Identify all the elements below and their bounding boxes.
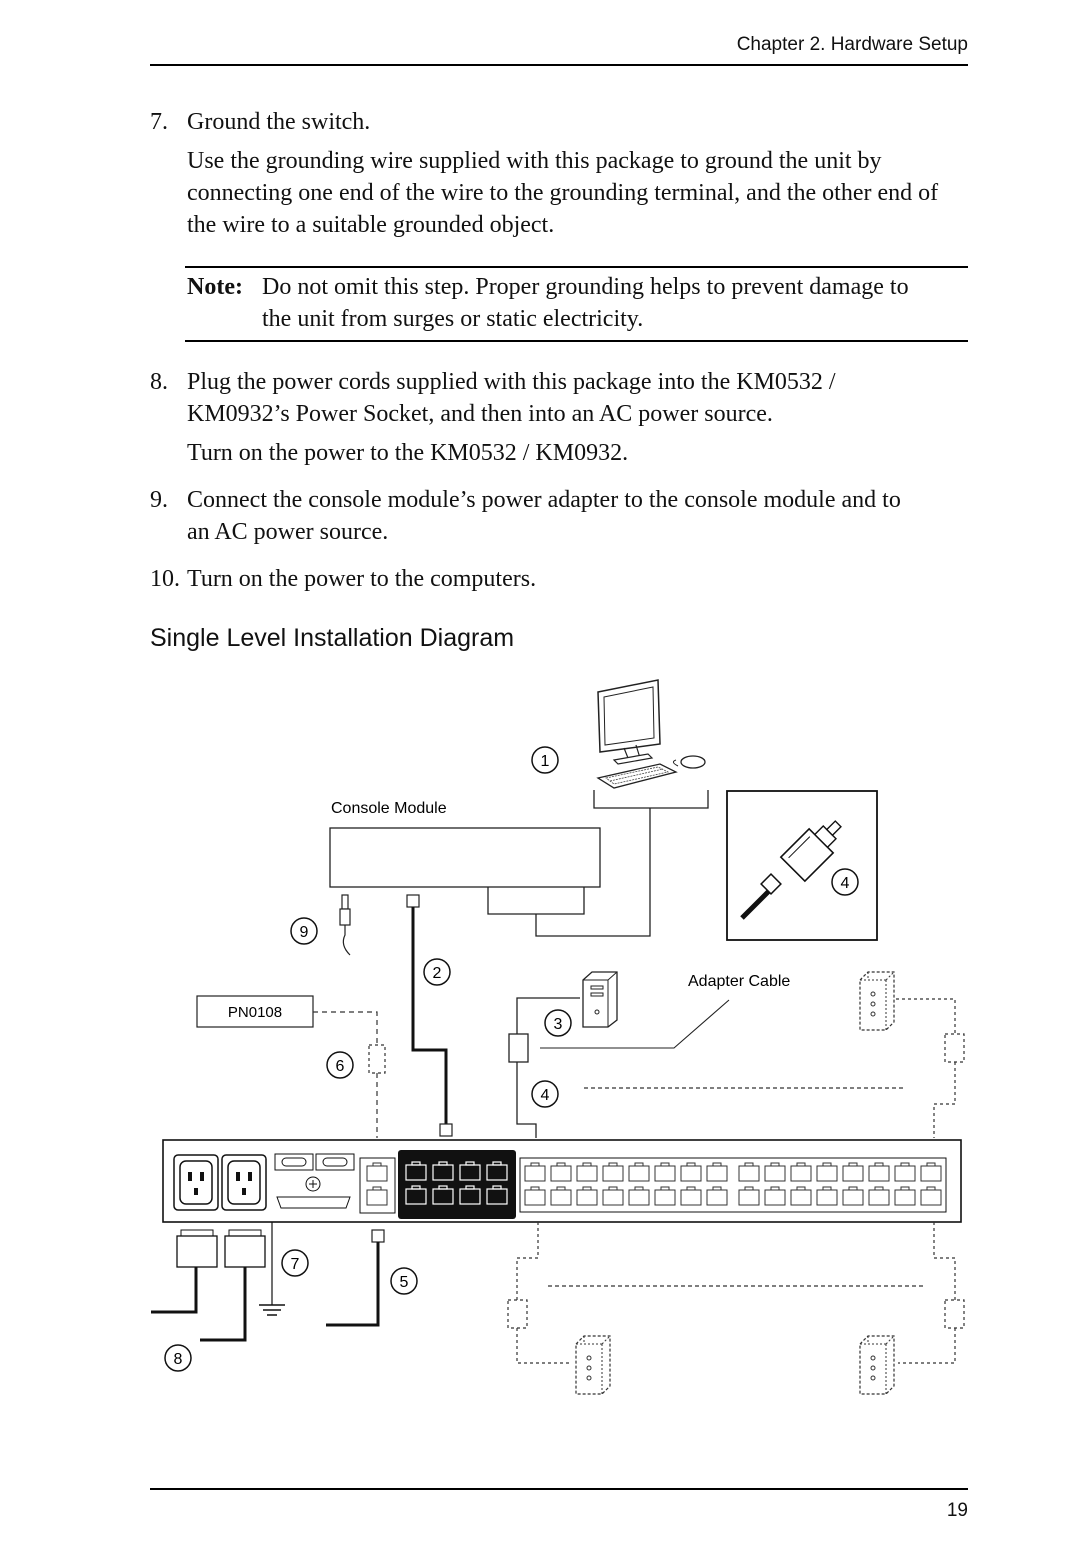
mouse-icon [673,756,705,768]
chapter-header: Chapter 2. Hardware Setup [736,34,968,55]
svg-text:8: 8 [173,1351,183,1368]
step-10-text: Turn on the power to the computers. [187,566,537,592]
note-line-2: the unit from surges or static electricity. [262,306,644,332]
step-8-line-2: KM0932’s Power Socket, and then into an AC power source. [187,401,773,427]
svg-text:3: 3 [553,1016,563,1033]
pn0108-box [197,996,313,1027]
keyboard-icon [598,764,676,788]
callout-1 [532,747,558,773]
power-adapter-plug [340,895,350,955]
adapter-cable-label: Adapter Cable [688,973,791,990]
step-8-line-3: Turn on the power to the KM0532 / KM0932. [187,440,629,466]
step-9-number: 9. [150,487,168,513]
svg-text:PN0108: PN0108 [227,1004,283,1021]
step-9-line-2: an AC power source. [187,519,389,545]
step-7-number: 7. [150,109,168,135]
step-10-number: 10. [150,566,180,592]
svg-text:7: 7 [290,1256,300,1273]
svg-text:5: 5 [399,1274,409,1291]
kvm-adapter [509,1034,528,1062]
callout-4-lower [532,1081,558,1107]
callout-7 [282,1250,308,1276]
console-module-box [330,828,600,887]
page-number: 19 [946,1500,968,1521]
console-module-label: Console Module [331,800,447,817]
svg-text:2: 2 [432,965,442,982]
kvm-switch-rear-panel [163,1140,961,1222]
step-8-number: 8. [150,369,168,395]
callout-5 [391,1268,417,1294]
note-label: Note: [187,274,243,300]
callout-8 [165,1345,191,1371]
callout-2 [424,959,450,985]
callout-6 [327,1052,353,1078]
callout-9 [291,918,317,944]
svg-text:9: 9 [299,924,309,941]
computer-tower-icon [583,972,617,1027]
step-7-title: Ground the switch. [187,109,371,135]
monitor-icon [598,680,660,764]
note-line-1: Do not omit this step. Proper grounding helps to prevent damage to [262,274,909,300]
svg-text:4: 4 [540,1087,550,1104]
svg-text:6: 6 [335,1058,345,1075]
callout-3 [545,1010,571,1036]
adapter-cable-inset [727,791,877,940]
section-title: Single Level Installation Diagram [150,624,515,652]
step-8-line-1: Plug the power cords supplied with this package into the KM0532 / [187,369,836,395]
svg-text:1: 1 [540,753,550,770]
footer-rule [150,1488,968,1490]
step-7-body: Use the grounding wire supplied with this package to ground the unit by connecting one end of the wire to the grounding terminal, and the other end of the wire to a suitable grounded object. [187,148,939,238]
step-9-line-1: Connect the console module’s power adapter to the console module and to [187,487,901,513]
callout-4-upper: 4 [840,875,850,892]
